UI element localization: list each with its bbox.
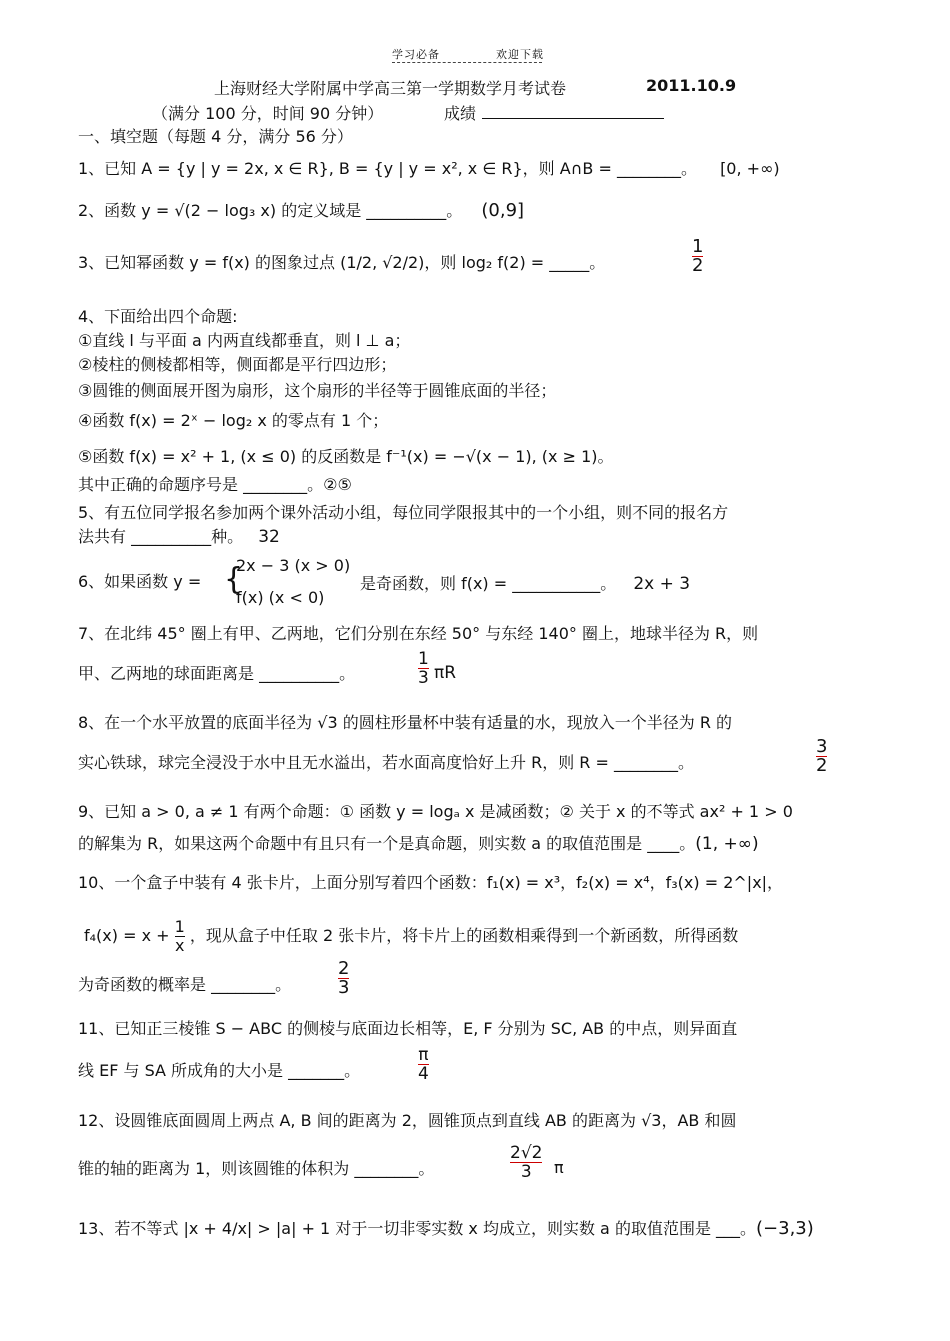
question-11-answer-den: 4 — [418, 1064, 429, 1084]
question-6-lead: 6、如果函数 y = — [78, 572, 202, 591]
question-10-line-2-text: ，现从盒子中任取 2 张卡片，将卡片上的函数相乘得到一个新函数，所得函数 — [189, 926, 739, 945]
question-13 — [78, 1218, 814, 1240]
question-4-item-3: ③圆锥的侧面展开图为扇形，这个扇形的半径等于圆锥底面的半径； — [78, 381, 557, 400]
question-5-line-2 — [78, 526, 280, 548]
question-10-line-2 — [84, 918, 738, 955]
question-13-text: 13、若不等式 |x + 4/x| > |a| + 1 对于一切非零实数 x 均成立，则实数 a 的取值范围是 ___。 — [78, 1219, 757, 1238]
score-label: 成绩 — [444, 104, 477, 123]
question-4-intro: 4、下面给出四个命题: — [78, 307, 238, 326]
question-5-answer: 32 — [258, 527, 280, 547]
question-2-text: 2、函数 y = √(2 − log₃ x) 的定义域是 __________。 — [78, 201, 463, 220]
question-7-answer-frac — [418, 650, 429, 687]
question-10-answer — [338, 960, 349, 997]
question-6-answer: 2x + 3 — [633, 574, 691, 594]
question-11-line-1: 11、已知正三棱锥 S − ABC 的侧棱与底面边长相等，E, F 分别为 SC, AB 的中点，则异面直 — [78, 1019, 738, 1038]
question-4-item-4: ④函数 f(x) = 2ˣ − log₂ x 的零点有 1 个； — [78, 411, 389, 430]
question-4-item-5: ⑤函数 f(x) = x² + 1, (x ≤ 0) 的反函数是 f⁻¹(x) = −√(x − 1), (x ≥ 1)。 — [78, 447, 614, 466]
question-7-line-2: 甲、乙两地的球面距离是 __________。 — [78, 664, 356, 683]
question-12-line-2: 锥的轴的距离为 1，则该圆锥的体积为 ________。 — [78, 1159, 435, 1178]
question-12-line-1: 12、设圆锥底面圆周上两点 A, B 间的距离为 2，圆锥顶点到直线 AB 的距离为 √3，AB 和圆 — [78, 1111, 737, 1130]
exam-date: 2011.10.9 — [646, 76, 737, 95]
question-8-answer-num: 3 — [816, 736, 828, 757]
question-2-answer: (0,9] — [481, 200, 525, 221]
question-5-text: 法共有 __________种。 — [78, 527, 244, 546]
question-3-answer — [692, 238, 703, 275]
header-left: 学习必备 — [392, 48, 440, 61]
question-6-brace: { — [224, 562, 244, 597]
header-divider — [392, 62, 542, 63]
question-10-frac-den: x — [175, 936, 185, 955]
question-8-answer-den: 2 — [816, 755, 828, 776]
question-6-case-1: 2x − 3 (x > 0) — [236, 556, 351, 575]
question-10-line-1: 10、一个盒子中装有 4 张卡片，上面分别写着四个函数：f₁(x) = x³，f₂(x) = x⁴，f₃(x) = 2^|x|， — [78, 873, 784, 892]
question-10-answer-num: 2 — [338, 958, 350, 979]
question-4-answer: ②⑤ — [323, 475, 352, 494]
exam-title: 上海财经大学附属中学高三第一学期数学月考试卷 — [214, 79, 567, 98]
question-4-item-1: ①直线 l 与平面 a 内两直线都垂直，则 l ⊥ a； — [78, 331, 411, 350]
question-11-line-2: 线 EF 与 SA 所成角的大小是 _______。 — [78, 1061, 361, 1080]
question-1 — [78, 158, 780, 180]
question-12-answer-tail: π — [554, 1158, 564, 1177]
question-7-line-1: 7、在北纬 45° 圈上有甲、乙两地，它们分别在东经 50° 与东经 140° 圈上，地球半径为 R，则 — [78, 624, 759, 643]
question-9-text: 的解集为 R，如果这两个命题中有且只有一个是真命题，则实数 a 的取值范围是 ____。 — [78, 834, 696, 853]
question-7-answer-den: 3 — [418, 668, 429, 688]
question-10-frac — [175, 918, 185, 955]
question-3-answer-num: 1 — [692, 236, 704, 257]
header-right: 欢迎下载 — [496, 48, 544, 61]
question-7-answer-num: 1 — [418, 649, 429, 669]
question-6-tail — [360, 571, 690, 594]
question-4-footer — [78, 474, 352, 496]
question-10-answer-den: 3 — [338, 977, 350, 998]
question-6-text: 是奇函数，则 f(x) = ___________。 — [360, 574, 617, 593]
question-3 — [78, 252, 605, 274]
question-1-answer: [0, +∞) — [720, 159, 780, 178]
question-10-line-3: 为奇函数的概率是 ________。 — [78, 975, 292, 994]
question-1-text: 1、已知 A = {y | y = 2x, x ∈ R}, B = {y | y = x², x ∈ R}，则 A∩B = ________。 — [78, 159, 697, 178]
question-9-line-2 — [78, 833, 759, 855]
section-heading: 一、填空题（每题 4 分，满分 56 分） — [78, 127, 353, 146]
question-9-line-1: 9、已知 a > 0, a ≠ 1 有两个命题：① 函数 y = logₐ x 是减函数；② 关于 x 的不等式 ax² + 1 > 0 — [78, 802, 793, 821]
question-8-line-2: 实心铁球，球完全浸没于水中且无水溢出，若水面高度恰好上升 R，则 R = ________。 — [78, 753, 694, 772]
exam-subtitle: （满分 100 分，时间 90 分钟） — [152, 104, 384, 123]
question-10-frac-num: 1 — [174, 917, 185, 936]
question-2 — [78, 200, 524, 222]
question-11-answer-num: π — [418, 1045, 429, 1065]
question-4-footer-text: 其中正确的命题序号是 ________。 — [78, 475, 324, 494]
question-5-line-1: 5、有五位同学报名参加两个课外活动小组，每位同学限报其中的一个小组，则不同的报名方 — [78, 503, 729, 522]
question-13-answer: (−3,3) — [756, 1218, 814, 1239]
question-7-answer-tail: πR — [434, 663, 457, 683]
question-3-text: 3、已知幂函数 y = f(x) 的图象过点 (1/2, √2/2)，则 log₂ f(2) = _____。 — [78, 253, 606, 272]
question-9-answer: (1, +∞) — [695, 834, 759, 854]
question-12-answer-den: 3 — [510, 1162, 542, 1181]
question-12-answer-frac — [510, 1144, 542, 1181]
question-4-item-2: ②棱柱的侧棱都相等，侧面都是平行四边形； — [78, 355, 397, 374]
question-3-answer-den: 2 — [692, 255, 704, 276]
question-11-answer — [418, 1046, 429, 1083]
question-10-f4: f₄(x) = x + — [84, 926, 170, 945]
score-blank — [482, 118, 664, 119]
question-8-answer — [816, 738, 827, 775]
question-6-case-2: f(x) (x < 0) — [236, 588, 325, 607]
question-12-answer-num: 2√2 — [510, 1143, 543, 1163]
question-8-line-1: 8、在一个水平放置的底面半径为 √3 的圆柱形量杯中装有适量的水，现放入一个半径为 R 的 — [78, 713, 733, 732]
